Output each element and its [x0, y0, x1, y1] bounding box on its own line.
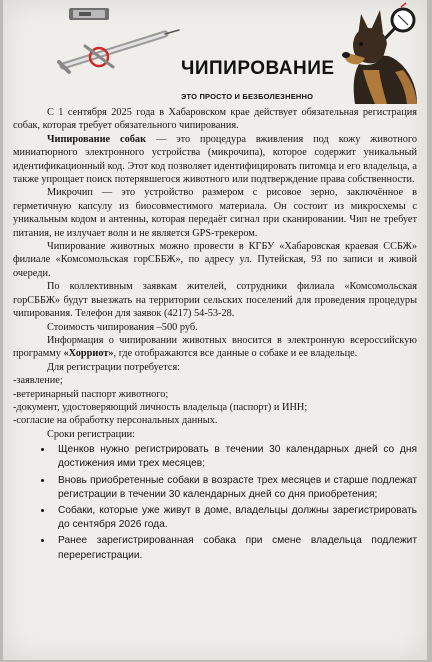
- registry-text-start: Информация о чипировании животных вносится в электронную всероссийскую программу: [13, 334, 417, 360]
- list-item: • Вновь приобретенные собаки в возрасте трех месяцев и старше подлежат регистрации в течении 30 календарных дней со дня приобретения;: [53, 474, 417, 502]
- location-paragraph: Чипирование животных можно провести в КГБУ «Хабаровская краевая ССБЖ» филиале «Комсомольская горСББЖ», по адресу ул. Путейская, 93 по записи и живой очереди.: [13, 241, 417, 279]
- registry-paragraph: [13, 334, 417, 361]
- requirements-list: [13, 374, 417, 428]
- deadlines-list: [13, 443, 417, 563]
- price-paragraph: Стоимость чипирования –500 руб.: [47, 321, 198, 333]
- list-item: -документ, удостоверяющий личность владельца (паспорт) и ИНН;: [13, 401, 308, 413]
- microchip-card-image: [69, 8, 109, 20]
- list-item: -заявление;: [13, 375, 63, 387]
- definition-paragraph: [13, 133, 417, 187]
- chip-syringe-icon: [59, 30, 179, 72]
- definition-term: Чипирование собак: [47, 133, 147, 145]
- definition-text: — это процедура вживления под кожу животного миниатюрного электронного устройства (микрочипа), которое содержит уникальный идентификационный код. Этот код позволяет идентифицировать питомца и его владельца, а также упрощает поиск потерявшегося животного или подтверждение права собственности.: [13, 133, 417, 186]
- page-subtitle: ЭТО ПРОСТО И БЕЗБОЛЕЗНЕННО: [181, 92, 314, 101]
- list-item: -ветеринарный паспорт животного;: [13, 388, 169, 400]
- list-item: • Щенков нужно регистрировать в течении 30 календарных дней со дня достижения ими трех месяцев;: [53, 443, 417, 471]
- registry-text-end: , где отображаются все данные о собаке и ее владельце.: [113, 348, 358, 360]
- list-item: • Ранее зарегистрированная собака при смене владельца подлежит перерегистрации.: [53, 534, 417, 562]
- document-page: [3, 0, 427, 660]
- deadlines-heading: Сроки регистрации:: [47, 428, 136, 440]
- intro-paragraph: С 1 сентября 2025 года в Хабаровском крае действует обязательная регистрация собак, которая требует обязательного чипирования.: [13, 107, 417, 132]
- page-title: ЧИПИРОВАНИЕ: [181, 58, 335, 79]
- list-item: • Собаки, которые уже живут в доме, владельцы должны зарегистрировать до сентября 2026 года.: [53, 504, 417, 532]
- microchip-paragraph: Микрочип — это устройство размером с рисовое зерно, заключённое в герметичную капсулу из биосовместимого материала. Он состоит из микросхемы с уникальным кодом и антенны, которая передаёт сигнал при сканировании. Чип не требует питания, не излучает волн и не является GPS-трекером.: [13, 187, 417, 239]
- collective-requests-paragraph: По коллективным заявкам жителей, сотрудники филиала «Комсомольская горСББЖ» будут выезжать на территории сельских поселений для проведения процедуры чипирования. Телефон для заявок (4217) 54-53-28.: [13, 281, 417, 320]
- registry-program-name: «Хорриот»: [63, 348, 114, 360]
- document-body: [13, 106, 417, 565]
- requirements-heading: Для регистрации потребуется:: [47, 361, 181, 373]
- list-item: -согласие на обработку персональных данных.: [13, 415, 218, 427]
